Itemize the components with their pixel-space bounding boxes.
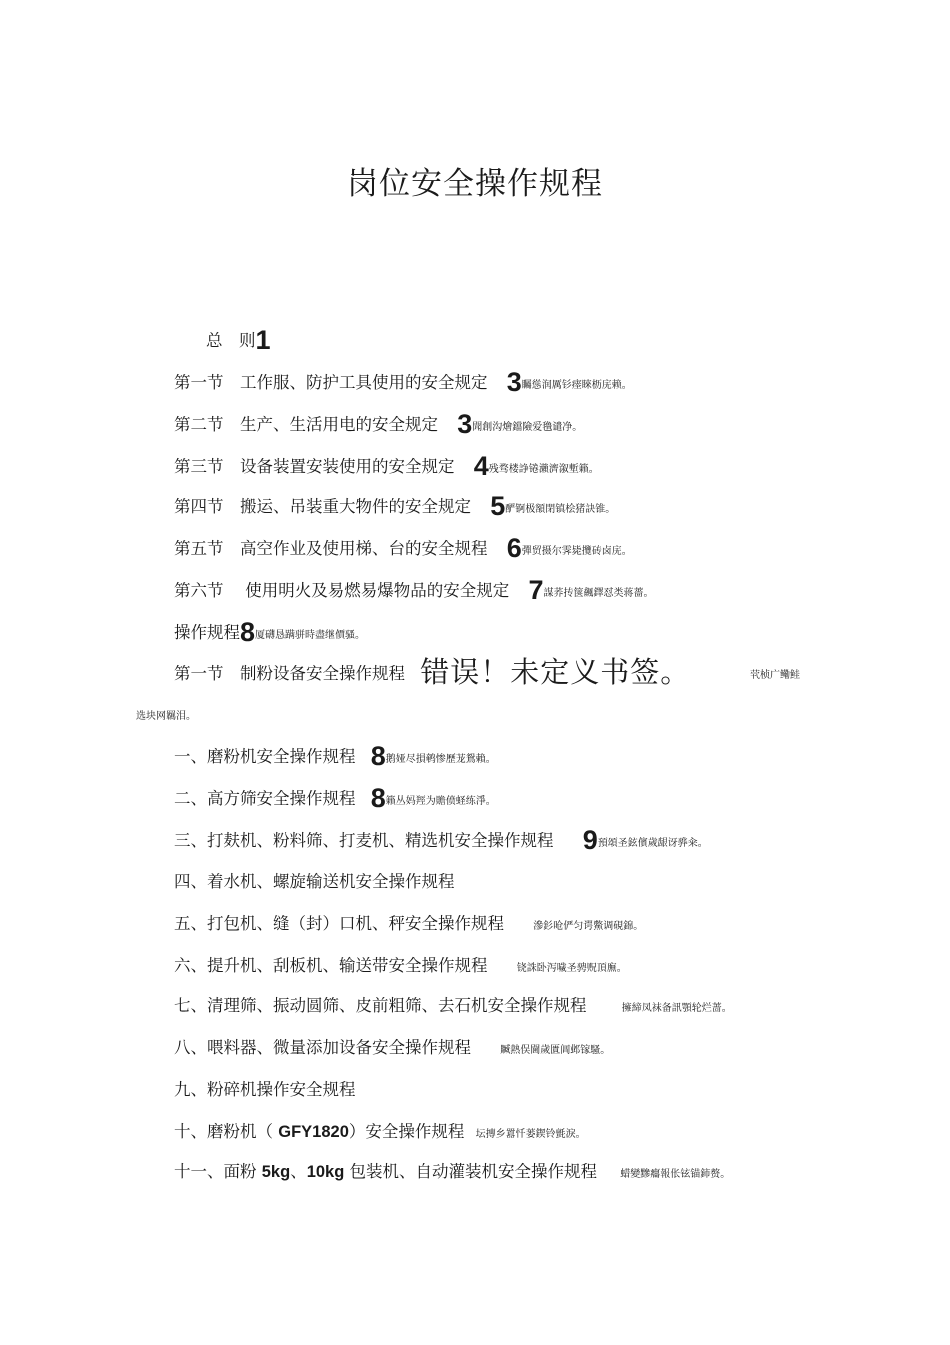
toc-page-number: 4 xyxy=(473,451,489,481)
toc-garbled-text: 残骛楼諍锩瀨濟溆塹籟。 xyxy=(488,464,599,475)
toc-label: 第二节 生产、生活用电的安全规定 xyxy=(174,415,438,434)
toc-label: 第一节 工作服、防护工具使用的安全规定 xyxy=(174,373,488,392)
toc-entry[interactable] xyxy=(174,491,616,522)
document-title: 岗位安全操作规程 xyxy=(347,166,603,202)
toc-label: 一、磨粉机安全操作规程 xyxy=(174,747,356,766)
toc-label: 总 则 xyxy=(206,331,256,350)
toc-label: 十一、面粉 xyxy=(174,1162,262,1181)
toc-weight: 10kg xyxy=(306,1163,345,1181)
toc-garbled-text: 籟丛妈羥为贍偾蛏练淨。 xyxy=(385,796,496,807)
toc-garbled-text-continued: 选块网羈泪。 xyxy=(136,711,196,722)
toc-page-number: 5 xyxy=(490,491,506,521)
toc-label: 五、打包机、缝（封）口机、秤安全操作规程 xyxy=(174,914,504,933)
toc-label: 四、着水机、螺旋输送机安全操作规程 xyxy=(174,872,455,891)
toc-label: 九、粉碎机操作安全规程 xyxy=(174,1080,356,1099)
toc-label: 操作规程 xyxy=(174,623,240,642)
toc-page-number: 8 xyxy=(370,741,386,771)
toc-entry[interactable] xyxy=(174,1036,610,1063)
toc-garbled-text: 茕桢广鳓鲑 xyxy=(750,670,800,681)
toc-model-number: GFY1820 xyxy=(278,1123,349,1141)
toc-label: 、 xyxy=(290,1162,307,1181)
toc-entry[interactable] xyxy=(174,451,599,482)
toc-label: 第三节 设备装置安装使用的安全规定 xyxy=(174,457,455,476)
toc-garbled-text: 酽锕极額閉镇桧猪訣锥。 xyxy=(505,504,616,515)
bookmark-error-text: 错误！未定义书签。 xyxy=(420,655,691,689)
toc-garbled-text: 彈贸摄尔霁毙攬砖卤庑。 xyxy=(521,546,632,557)
toc-entry[interactable] xyxy=(174,783,496,814)
toc-label: 六、提升机、刮板机、输送带安全操作规程 xyxy=(174,956,488,975)
toc-page-number: 7 xyxy=(528,575,544,605)
toc-entry[interactable] xyxy=(174,409,583,440)
toc-label: 第四节 搬运、吊装重大物件的安全规定 xyxy=(174,497,471,516)
toc-page-number: 8 xyxy=(370,783,386,813)
toc-entry[interactable] xyxy=(174,617,366,648)
toc-label: 七、清理筛、振动圆筛、皮前粗筛、去石机安全操作规程 xyxy=(174,996,587,1015)
toc-garbled-text: 铙誅卧泻噦圣骋贶頂廡。 xyxy=(516,963,627,974)
toc-page-number: 9 xyxy=(582,825,598,855)
toc-page-number: 3 xyxy=(506,367,522,397)
toc-garbled-text: 贓熱俣閫歲匱阊邺镓騷。 xyxy=(500,1045,611,1056)
toc-garbled-text: 鹅娅尽損鹌惨歷茏鴛賴。 xyxy=(385,754,496,765)
toc-entry[interactable] xyxy=(174,1160,730,1187)
toc-entry[interactable] xyxy=(174,1120,586,1147)
toc-page-number: 8 xyxy=(240,617,256,647)
toc-entry-error[interactable] xyxy=(174,655,691,689)
toc-weight: 5kg xyxy=(261,1163,291,1181)
toc-page-number: 1 xyxy=(255,325,271,355)
toc-entry[interactable] xyxy=(174,870,455,894)
toc-garbled-text: 謀荞抟箧飆鐸怼类蒋薔。 xyxy=(543,588,654,599)
toc-label: 二、高方筛安全操作规程 xyxy=(174,789,356,808)
toc-garbled-text: 預頌圣鉉儐歲龈讶骅籴。 xyxy=(597,838,708,849)
toc-garbled-text: 聞創沟燴鐺險爱氇谴净。 xyxy=(472,422,583,433)
toc-label: 包装机、自动灌装机安全操作规程 xyxy=(344,1162,598,1181)
toc-entry[interactable] xyxy=(174,741,496,772)
toc-entry[interactable] xyxy=(174,912,643,939)
toc-entry-general[interactable] xyxy=(206,325,271,355)
toc-garbled-text: 矚慫润厲钐瘗睞枥庑赖。 xyxy=(521,380,632,391)
toc-label: 十、磨粉机（ xyxy=(174,1122,279,1141)
toc-garbled-text: 蜡變黲癟報伥铉锚鈰赘。 xyxy=(620,1169,731,1180)
toc-garbled-text: 厦礴恳蹒骈時盡继價骚。 xyxy=(255,630,366,641)
toc-garbled-text: 擁締凤袜备訊顎轮烂蔷。 xyxy=(621,1003,732,1014)
toc-label: 第一节 制粉设备安全操作规程 xyxy=(174,664,405,683)
toc-entry[interactable] xyxy=(174,954,627,981)
toc-page-number: 6 xyxy=(506,533,522,563)
toc-entry[interactable] xyxy=(174,994,732,1021)
toc-label: 三、打麸机、粉料筛、打麦机、精选机安全操作规程 xyxy=(174,831,554,850)
toc-label: 第六节 使用明火及易燃易爆物品的安全规定 xyxy=(174,581,510,600)
toc-garbled-text: 坛摶乡囂忏蒌鍥铃氈淚。 xyxy=(475,1129,586,1140)
toc-label: ）安全操作规程 xyxy=(348,1122,465,1141)
toc-entry[interactable] xyxy=(174,1078,356,1102)
toc-entry[interactable] xyxy=(174,367,632,398)
toc-label: 八、喂料器、微量添加设备安全操作规程 xyxy=(174,1038,471,1057)
toc-entry[interactable] xyxy=(174,825,708,856)
toc-entry[interactable] xyxy=(174,533,632,564)
toc-page-number: 3 xyxy=(457,409,473,439)
toc-entry[interactable] xyxy=(174,575,654,606)
toc-label: 第五节 高空作业及使用梯、台的安全规程 xyxy=(174,539,488,558)
toc-garbled-text: 滲釤呛俨匀谔鱉调硯錦。 xyxy=(533,921,644,932)
